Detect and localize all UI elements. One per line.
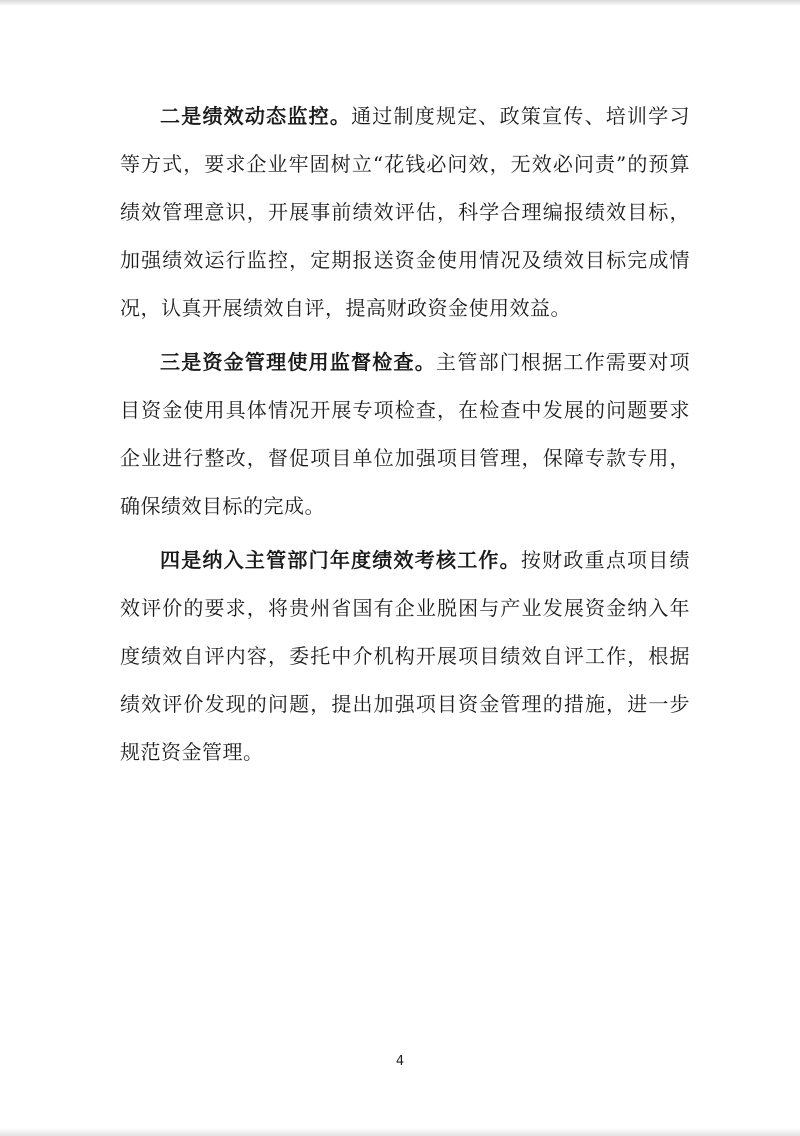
paragraph-lead: 三是资金管理使用监督检查。 bbox=[160, 350, 436, 374]
paragraph-text: 按财政重点项目绩效评价的要求，将贵州省国有企业脱困与产业发展资金纳入年度绩效自评内容，委托中介机构开展项目绩效自评工作，根据绩效评价发现的问题，提出加强项目资金管理的措施，进一步规范资金管理。 bbox=[120, 548, 691, 764]
page-number: 4 bbox=[395, 1054, 405, 1069]
paragraph-performance-monitoring bbox=[120, 92, 690, 332]
document-body bbox=[120, 92, 690, 776]
scan-edge-top bbox=[0, 0, 800, 6]
paragraph-lead: 二是绩效动态监控。 bbox=[160, 104, 352, 128]
paragraph-lead: 四是纳入主管部门年度绩效考核工作。 bbox=[160, 548, 521, 572]
paragraph-text: 通过制度规定、政策宣传、培训学习等方式，要求企业牢固树立“花钱必问效，无效必问责”的预算绩效管理意识，开展事前绩效评估，科学合理编报绩效目标，加强绩效运行监控，定期报送资金使用情况及绩效目标完成情况，认真开展绩效自评，提高财政资金使用效益。 bbox=[120, 104, 690, 320]
paragraph-annual-assessment bbox=[120, 536, 690, 776]
scan-edge-bottom bbox=[0, 1128, 800, 1136]
paragraph-text: 主管部门根据工作需要对项目资金使用具体情况开展专项检查，在检查中发展的问题要求企业进行整改，督促项目单位加强项目管理，保障专款专用，确保绩效目标的完成。 bbox=[120, 350, 691, 518]
paragraph-fund-supervision bbox=[120, 338, 690, 530]
